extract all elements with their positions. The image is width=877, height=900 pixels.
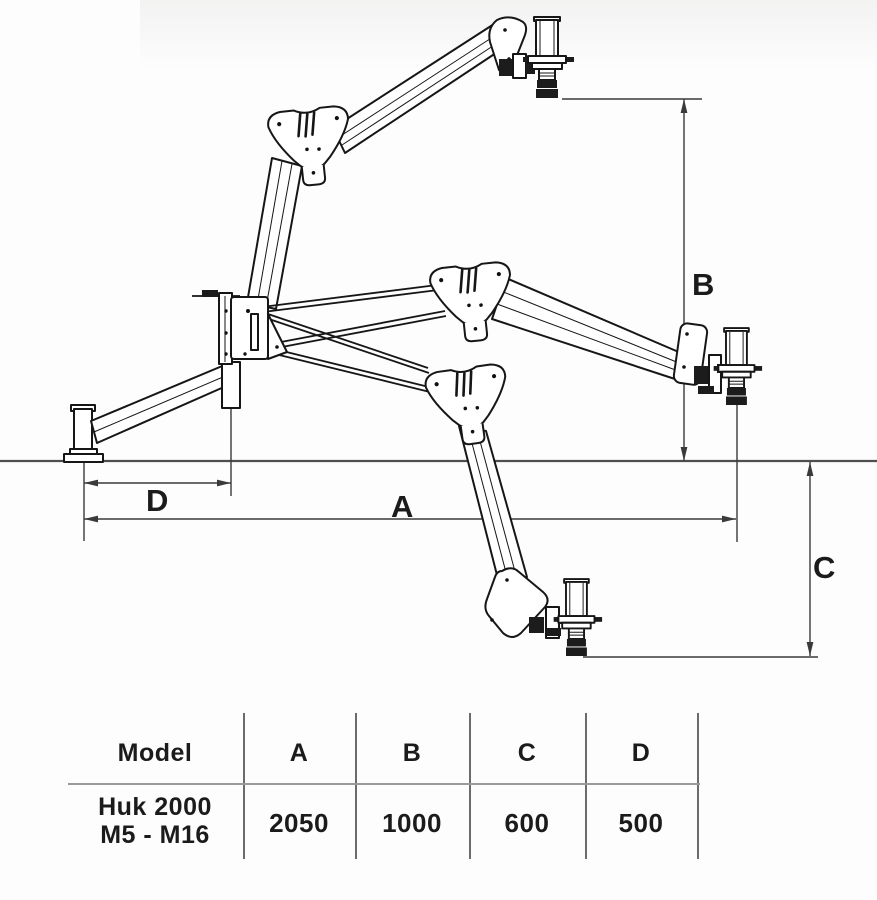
arm-position-horizontal-forearm: [262, 285, 446, 393]
model-name-line2: M5 - M16: [100, 821, 210, 849]
table-rule-vertical: [355, 713, 357, 859]
floor-stand: [64, 362, 240, 462]
table-rule-vertical: [585, 713, 587, 859]
elbow-plate-lower: [424, 363, 514, 449]
table-rule-vertical: [697, 713, 699, 859]
tool-head-lowered: [485, 568, 602, 656]
table-header-d: D: [631, 739, 651, 767]
dimension-c-label: C: [813, 550, 836, 585]
table-cell-c: 600: [504, 808, 550, 838]
spindle-raised: [523, 17, 574, 98]
table-cell-a: 2050: [269, 808, 329, 838]
arm-position-lowered: [459, 426, 527, 583]
model-name-line1: Huk 2000: [98, 793, 212, 821]
spec-table: [68, 712, 700, 862]
dimension-d-label: D: [146, 483, 169, 518]
tool-head-middle: [673, 322, 762, 405]
dimension-a-label: A: [391, 489, 414, 524]
table-cell-b: 1000: [382, 808, 442, 838]
table-header-b: B: [402, 739, 422, 767]
table-header-c: C: [517, 739, 537, 767]
arm-position-horizontal-upperarm: [492, 278, 688, 380]
table-header-a: A: [289, 739, 309, 767]
dimension-b-label: B: [692, 267, 715, 302]
table-rule-vertical: [469, 713, 471, 859]
table-cell-model: [98, 793, 212, 849]
table-header-model: Model: [117, 739, 193, 767]
mast-post: [222, 362, 240, 408]
tool-head-raised: [489, 17, 574, 98]
table-cell-d: 500: [618, 808, 664, 838]
arm-position-raised: [247, 24, 505, 309]
table-rule-horizontal: [68, 783, 700, 785]
spindle-lowered: [554, 579, 602, 656]
table-rule-vertical: [243, 713, 245, 859]
